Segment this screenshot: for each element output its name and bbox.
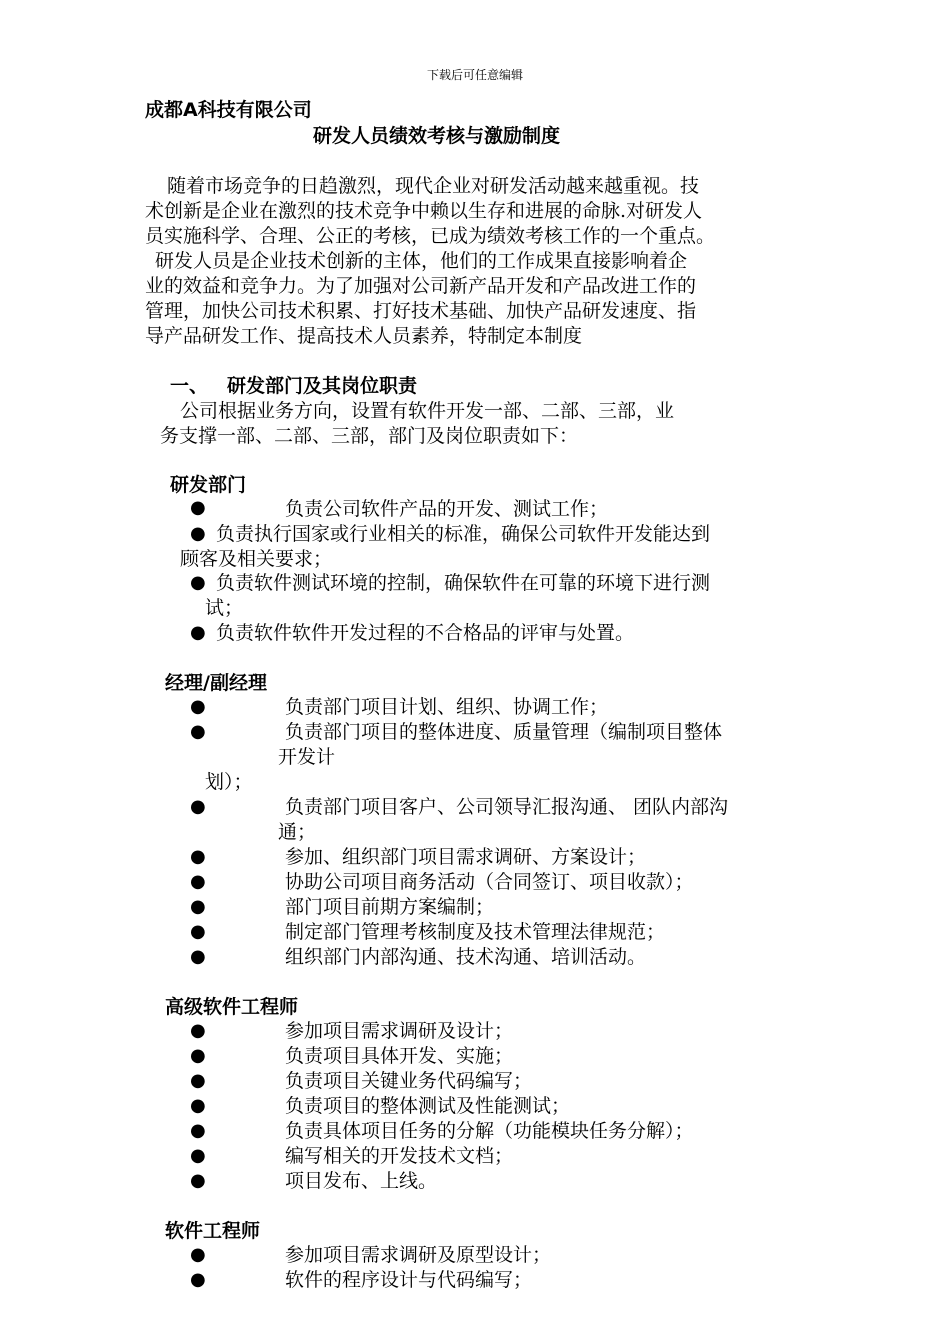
list-item-continuation: 顾客及相关要求； (180, 548, 333, 570)
bullet-icon: ● (190, 946, 206, 967)
list-item: 项目发布、上线。 (285, 1170, 438, 1192)
intro-line: 随着市场竞争的日趋激烈，现代企业对研发活动越来越重视。技 (167, 175, 700, 197)
list-item-continuation: 开发计 (278, 746, 336, 768)
bullet-icon: ● (190, 1070, 206, 1091)
list-item: 部门项目前期方案编制； (285, 896, 495, 918)
list-item: 负责项目关键业务代码编写； (285, 1070, 533, 1092)
list-item-continuation: 试； (205, 597, 244, 619)
bullet-icon: ● (190, 1020, 206, 1041)
subsection-title: 研发部门 (170, 474, 247, 496)
list-item-continuation: 划）； (205, 771, 253, 793)
bullet-icon: ● (190, 796, 206, 817)
intro-line: 业的效益和竞争力。为了加强对公司新产品开发和产品改进工作的 (145, 275, 697, 297)
section-desc-line: 公司根据业务方向，设置有软件开发一部、二部、三部，业 (180, 400, 675, 422)
bullet-icon: ● (190, 572, 206, 593)
list-item: 负责公司软件产品的开发、测试工作； (285, 498, 609, 520)
bullet-icon: ● (190, 1045, 206, 1066)
list-item: 组织部门内部沟通、技术沟通、培训活动。 (285, 946, 647, 968)
list-item: 软件的程序设计与代码编写； (285, 1269, 533, 1291)
bullet-icon: ● (190, 1095, 206, 1116)
section-desc-line: 务支撑一部、二部、三部，部门及岗位职责如下： (160, 425, 579, 447)
intro-line: 研发人员是企业技术创新的主体，他们的工作成果直接影响着企 (155, 250, 688, 272)
company-name: 成都A科技有限公司 (145, 99, 312, 121)
page-header: 下载后可任意编辑 (426, 68, 523, 82)
bullet-icon: ● (190, 846, 206, 867)
section-title: 研发部门及其岗位职责 (227, 375, 418, 397)
list-item: 负责部门项目计划、组织、协调工作； (285, 696, 609, 718)
subsection-title: 经理/副经理 (165, 672, 267, 694)
bullet-icon: ● (190, 921, 206, 942)
list-item: 负责软件测试环境的控制，确保软件在可靠的环境下进行测 (216, 572, 711, 594)
list-item: 负责具体项目任务的分解（功能模块任务分解）； (285, 1120, 694, 1142)
bullet-icon: ● (190, 1244, 206, 1265)
list-item: 编写相关的开发技术文档； (285, 1145, 514, 1167)
intro-line: 术创新是企业在激烈的技术竞争中赖以生存和进展的命脉.对研发人 (145, 200, 703, 222)
bullet-icon: ● (190, 721, 206, 742)
list-item: 参加项目需求调研及设计； (285, 1020, 514, 1042)
intro-line: 员实施科学、合理、公正的考核，已成为绩效考核工作的一个重点。 (145, 225, 716, 247)
bullet-icon: ● (190, 696, 206, 717)
subsection-title: 软件工程师 (165, 1220, 261, 1242)
list-item: 负责项目的整体测试及性能测试； (285, 1095, 571, 1117)
bullet-icon: ● (190, 622, 206, 643)
list-item: 制定部门管理考核制度及技术管理法律规范； (285, 921, 666, 943)
intro-line: 管理，加快公司技术积累、打好技术基础、加快产品研发速度、指 (145, 300, 697, 322)
list-item: 参加、组织部门项目需求调研、方案设计； (285, 846, 647, 868)
subsection-title: 高级软件工程师 (165, 996, 299, 1018)
list-item: 负责部门项目客户、公司领导汇报沟通、 团队内部沟 (285, 796, 729, 818)
bullet-icon: ● (190, 896, 206, 917)
list-item: 负责软件软件开发过程的不合格品的评审与处置。 (216, 622, 635, 644)
bullet-icon: ● (190, 871, 206, 892)
list-item: 负责项目具体开发、实施； (285, 1045, 514, 1067)
list-item: 参加项目需求调研及原型设计； (285, 1244, 552, 1266)
list-item: 负责执行国家或行业相关的标准，确保公司软件开发能达到 (216, 523, 711, 545)
list-item-continuation: 通； (278, 821, 317, 843)
list-item: 负责部门项目的整体进度、质量管理（编制项目整体 (285, 721, 723, 743)
section-number: 一、 (170, 375, 209, 397)
bullet-icon: ● (190, 1269, 206, 1290)
list-item: 协助公司项目商务活动（合同签订、项目收款）； (285, 871, 694, 893)
bullet-icon: ● (190, 497, 206, 518)
bullet-icon: ● (190, 1145, 206, 1166)
bullet-icon: ● (190, 1120, 206, 1141)
bullet-icon: ● (190, 523, 206, 544)
doc-title: 研发人员绩效考核与激励制度 (313, 125, 561, 147)
intro-line: 导产品研发工作、提高技术人员素养，特制定本制度 (145, 325, 583, 347)
bullet-icon: ● (190, 1170, 206, 1191)
